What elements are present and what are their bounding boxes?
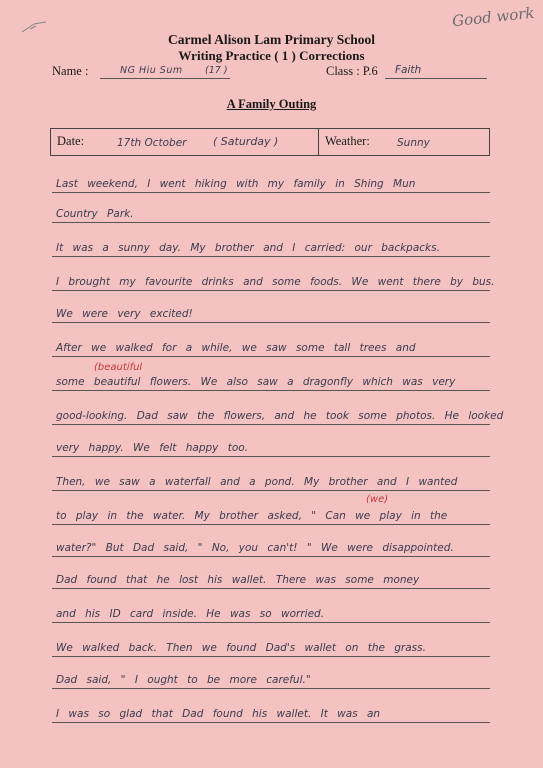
correction-we: (we): [366, 494, 389, 505]
student-name: NG Hiu Sum: [120, 65, 183, 76]
essay-line: I was so glad that Dad found his wallet. It was an: [56, 708, 381, 720]
ruled-line: [52, 192, 490, 193]
essay-line: water?" But Dad said, " No, you can't! " We were disappointed.: [56, 542, 454, 554]
essay-line: and his ID card inside. He was so worried.: [56, 608, 325, 620]
essay-line: some beautiful flowers. We also saw a dragonfly which was very: [56, 376, 456, 388]
ruled-line: [52, 290, 490, 291]
essay-title: A Family Outing: [226, 97, 317, 111]
ruled-line: [52, 556, 490, 557]
essay-line: We walked back. Then we found Dad's wallet on the grass.: [56, 642, 426, 654]
essay-line: I brought my favourite drinks and some foods. We went there by bus.: [56, 276, 495, 288]
ruled-line: [52, 222, 490, 223]
ruled-line: [52, 622, 490, 623]
essay-line: It was a sunny day. My brother and I carried: our backpacks.: [56, 242, 440, 254]
ruled-line: [52, 424, 490, 425]
ruled-line: [52, 322, 490, 323]
essay-line: good-looking. Dad saw the flowers, and he took some photos. He looked: [56, 410, 504, 422]
date-label: Date:: [57, 134, 85, 148]
ruled-line: [52, 688, 490, 689]
essay-line: Then, we saw a waterfall and a pond. My brother and I wanted: [56, 476, 458, 488]
weather-value: Sunny: [397, 137, 430, 149]
essay-line: Dad said, " I ought to be more careful.": [56, 674, 311, 686]
ruled-line: [52, 656, 490, 657]
date-weather-box: [50, 128, 490, 156]
ruled-line: [52, 490, 490, 491]
essay-line: Last weekend, I went hiking with my family in Shing Mun: [56, 178, 416, 190]
ruled-line: [52, 256, 490, 257]
teacher-comment: Good work: [451, 3, 536, 31]
worksheet-subtitle: Writing Practice ( 1 ) Corrections: [178, 48, 365, 63]
student-number: (17 ): [205, 65, 228, 76]
essay-line: We were very excited!: [56, 308, 193, 320]
ruled-line: [52, 524, 490, 525]
ruled-line: [52, 722, 490, 723]
essay-line: Country Park.: [56, 208, 134, 220]
ruled-line: [52, 456, 490, 457]
essay-line: very happy. We felt happy too.: [56, 442, 249, 454]
school-name: Carmel Alison Lam Primary School: [168, 32, 375, 47]
box-divider: [318, 129, 319, 155]
weather-label: Weather:: [325, 134, 370, 148]
date-value: 17th October: [117, 137, 187, 149]
essay-line: After we walked for a while, we saw some tall trees and: [56, 342, 416, 354]
name-label: Name :: [52, 64, 89, 78]
class-value: Faith: [395, 64, 422, 76]
essay-line: to play in the water. My brother asked, " Can we play in the: [56, 510, 448, 522]
ruled-line: [52, 588, 490, 589]
class-label: Class : P.6: [326, 64, 378, 78]
correction-beautiful: (beautiful: [94, 362, 143, 373]
ruled-line: [52, 390, 490, 391]
ruled-line: [52, 356, 490, 357]
day-value: ( Saturday ): [213, 135, 279, 148]
essay-line: Dad found that he lost his wallet. There was some money: [56, 574, 420, 586]
